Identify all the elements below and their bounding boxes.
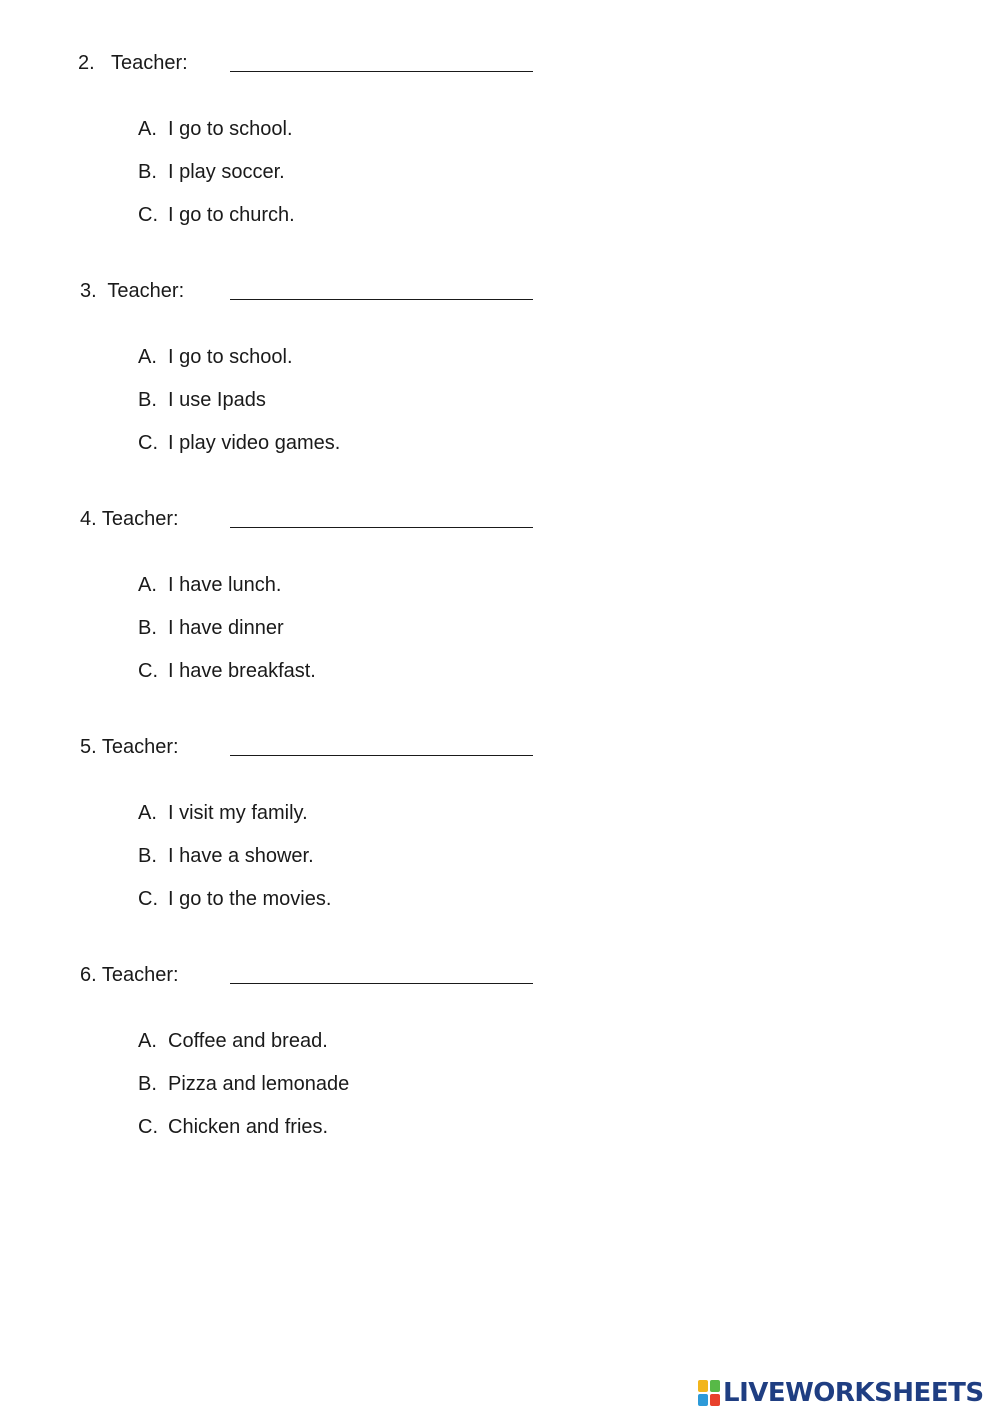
option-letter: B. xyxy=(138,389,157,411)
option-b[interactable] xyxy=(138,1072,349,1096)
option-letter: A. xyxy=(138,574,157,596)
option-letter: B. xyxy=(138,617,157,639)
option-a[interactable] xyxy=(138,573,281,597)
option-letter: B. xyxy=(138,1073,157,1095)
option-letter: A. xyxy=(138,346,157,368)
liveworksheets-logo xyxy=(698,1378,984,1408)
option-c[interactable] xyxy=(138,659,316,683)
option-text: I go to school. xyxy=(168,346,293,368)
option-c[interactable] xyxy=(138,431,340,455)
logo-tile-green xyxy=(710,1380,720,1392)
option-text: Pizza and lemonade xyxy=(168,1073,350,1095)
option-text: I visit my family. xyxy=(168,802,308,824)
option-text: I play video games. xyxy=(168,432,341,454)
option-b[interactable] xyxy=(138,388,266,412)
option-c[interactable] xyxy=(138,203,295,227)
option-letter: C. xyxy=(138,660,158,682)
option-text: I use Ipads xyxy=(168,389,266,411)
option-letter: B. xyxy=(138,161,157,183)
option-text: I have a shower. xyxy=(168,845,314,867)
option-b[interactable] xyxy=(138,616,284,640)
logo-tile-blue xyxy=(698,1394,708,1406)
answer-blank[interactable] xyxy=(230,527,533,528)
option-text: Chicken and fries. xyxy=(168,1116,329,1138)
option-text: I go to church. xyxy=(168,204,295,226)
option-letter: A. xyxy=(138,802,157,824)
option-letter: C. xyxy=(138,204,158,226)
question-label: 4. Teacher: xyxy=(80,508,179,530)
option-letter: C. xyxy=(138,432,158,454)
answer-blank[interactable] xyxy=(230,299,533,300)
option-letter: B. xyxy=(138,845,157,867)
option-letter: C. xyxy=(138,1116,158,1138)
option-letter: A. xyxy=(138,1030,157,1052)
option-text: I have lunch. xyxy=(168,574,282,596)
answer-blank[interactable] xyxy=(230,71,533,72)
answer-blank[interactable] xyxy=(230,983,533,984)
option-a[interactable] xyxy=(138,117,293,141)
liveworksheets-logo-icon xyxy=(698,1380,720,1406)
answer-blank[interactable] xyxy=(230,755,533,756)
brand-name: LIVEWORKSHEETS xyxy=(723,1378,984,1408)
option-text: I have breakfast. xyxy=(168,660,316,682)
option-text: I play soccer. xyxy=(168,161,285,183)
option-c[interactable] xyxy=(138,887,331,911)
option-text: I go to the movies. xyxy=(168,888,332,910)
option-c[interactable] xyxy=(138,1115,328,1139)
option-a[interactable] xyxy=(138,801,308,825)
option-a[interactable] xyxy=(138,1029,328,1053)
logo-tile-yellow xyxy=(698,1380,708,1392)
question-label: 3. Teacher: xyxy=(80,280,185,302)
option-letter: C. xyxy=(138,888,158,910)
option-text: Coffee and bread. xyxy=(168,1030,328,1052)
option-a[interactable] xyxy=(138,345,293,369)
question-label: 6. Teacher: xyxy=(80,964,179,986)
question-label: 5. Teacher: xyxy=(80,736,179,758)
option-letter: A. xyxy=(138,118,157,140)
option-text: I have dinner xyxy=(168,617,284,639)
option-text: I go to school. xyxy=(168,118,293,140)
option-b[interactable] xyxy=(138,160,285,184)
option-b[interactable] xyxy=(138,844,314,868)
logo-tile-red xyxy=(710,1394,720,1406)
question-label: 2. Teacher: xyxy=(78,52,188,74)
